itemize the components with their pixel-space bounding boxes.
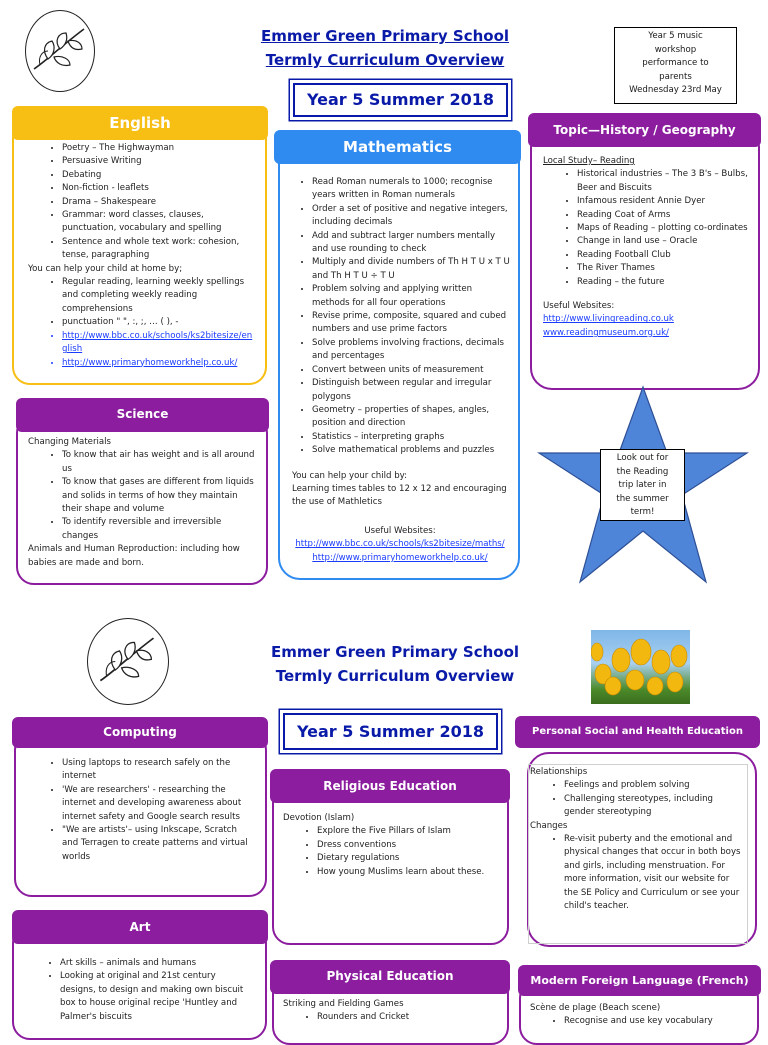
art-title: Art <box>129 920 151 934</box>
topic-content <box>543 155 753 340</box>
pshe-intro: Relationships <box>530 767 588 777</box>
topic-websites-label: Useful Websites: <box>543 301 615 312</box>
list-item: • The River Thames <box>577 262 753 275</box>
maths-title: Mathematics <box>343 138 452 156</box>
list-item: • Re-visit puberty and the emotional and physical changes that occur in both boys and girls, including menstruation. For more information, visit our website for the SE Policy and Curriculum or see your child's teacher. <box>564 833 745 913</box>
tulip-photo <box>591 630 690 704</box>
overview-title: Termly Curriculum Overview <box>275 667 515 685</box>
list-item: • Poetry – The Highwayman <box>62 142 256 155</box>
maths-content <box>278 176 510 510</box>
list-item: • Order a set of positive and negative integers, including decimals <box>312 203 510 230</box>
science-outro: Animals and Human Reproduction: including how babies are made and born. <box>28 544 240 568</box>
pe-intro: Striking and Fielding Games <box>283 999 404 1009</box>
list-item: • Regular reading, learning weekly spellings and completing weekly reading comprehensions <box>62 276 256 316</box>
list-item: • Historical industries – The 3 B's – Bulbs, Beer and Biscuits <box>577 168 753 195</box>
mfl-title: Modern Foreign Language (French) <box>530 974 749 987</box>
computing-title: Computing <box>103 725 177 739</box>
maths-header <box>274 130 521 164</box>
year-title: Year 5 Summer 2018 <box>306 90 495 109</box>
topic-title: Topic—History / Geography <box>553 123 736 137</box>
year-title: Year 5 Summer 2018 <box>296 722 485 741</box>
list-item: • Infamous resident Annie Dyer <box>577 195 753 208</box>
list-item: • Feelings and problem solving <box>564 779 745 792</box>
list-item: • Revise prime, composite, squared and cubed numbers and use prime factors <box>312 310 510 337</box>
re-content <box>283 812 503 879</box>
list-item: • Convert between units of measurement <box>312 364 510 377</box>
list-item: • Recognise and use key vocabulary <box>564 1015 755 1028</box>
list-item: • Maps of Reading – plotting co-ordinates <box>577 222 753 235</box>
list-item: • Reading – the future <box>577 276 753 289</box>
re-header <box>270 769 510 803</box>
list-item: • To know that gases are different from liquids and solids in terms of how they maintain their shape and volume <box>62 476 258 516</box>
topic-intro: Local Study– Reading <box>543 156 635 166</box>
list-item: • Solve problems involving fractions, decimals and percentages <box>312 337 510 364</box>
art-content <box>26 957 252 1024</box>
maths-help-1: You can help your child by: <box>292 470 408 481</box>
list-item: • Add and subtract larger numbers mentally and use rounding to check <box>312 230 510 257</box>
list-item: • Solve mathematical problems and puzzles <box>312 444 510 457</box>
list-item: • Change in land use – Oracle <box>577 235 753 248</box>
list-item: • Statistics – interpreting graphs <box>312 431 510 444</box>
list-item: • Rounders and Cricket <box>317 1011 503 1024</box>
mfl-intro: Scène de plage (Beach scene) <box>530 1003 661 1013</box>
english-link[interactable]: • http://www.bbc.co.uk/schools/ks2bitesize/english <box>62 330 256 357</box>
pe-header <box>270 960 510 994</box>
leaf-branch-icon <box>26 11 94 91</box>
star-note-box: Look out for the Reading trip later in the summer term! <box>600 449 685 521</box>
list-item: • Challenging stereotypes, including gender stereotyping <box>564 793 745 820</box>
list-item: • Multiply and divide numbers of Th H T U x T U and Th H T U ÷ T U <box>312 256 510 283</box>
list-item: • 'We are researchers' - researching the internet and developing awareness about internet safety and Google search results <box>62 784 252 824</box>
overview-title: Termly Curriculum Overview <box>265 51 505 69</box>
list-item: • Dietary regulations <box>317 852 503 865</box>
topic-header <box>528 113 761 147</box>
list-item: • Read Roman numerals to 1000; recognise years written in Roman numerals <box>312 176 510 203</box>
maths-help-2: Learning times tables to 12 x 12 and encouraging the use of Mathletics <box>292 483 507 508</box>
maths-websites-label: Useful Websites: <box>364 526 436 536</box>
year-title-box <box>293 83 508 117</box>
list-item: • To identify reversible and irreversible changes <box>62 516 258 543</box>
tulips-icon <box>591 630 690 704</box>
list-item: • Problem solving and applying written methods for all four operations <box>312 283 510 310</box>
mfl-header <box>518 965 761 996</box>
list-item: • Looking at original and 21st century designs, to design and making own biscuit box to house original recipe 'Huntley and Palmer's biscuits <box>60 970 252 1024</box>
science-content <box>28 436 258 570</box>
computing-header <box>12 717 268 748</box>
pshe-intro-2: Changes <box>530 820 568 831</box>
maths-link[interactable]: http://www.bbc.co.uk/schools/ks2bitesize/maths/ <box>295 539 505 550</box>
pe-title: Physical Education <box>326 969 454 983</box>
science-header <box>16 398 269 432</box>
re-intro: Devotion (Islam) <box>283 813 355 823</box>
list-item: • Debating <box>62 169 256 182</box>
art-header <box>12 910 268 944</box>
maths-websites <box>284 525 516 565</box>
science-intro: Changing Materials <box>28 437 112 447</box>
pshe-content <box>530 766 745 913</box>
list-item: • Non-fiction - leaflets <box>62 182 256 195</box>
computing-content <box>28 757 252 864</box>
list-item: • Art skills – animals and humans <box>60 957 252 970</box>
list-item: • Using laptops to research safely on the internet <box>62 757 252 784</box>
english-link[interactable]: • http://www.primaryhomeworkhelp.co.uk/ <box>62 357 256 370</box>
mfl-content <box>530 1002 755 1029</box>
english-help-intro: You can help your child at home by; <box>28 263 183 274</box>
list-item: • Explore the Five Pillars of Islam <box>317 825 503 838</box>
topic-link[interactable]: http://www.livingreading.co.uk <box>543 314 674 325</box>
list-item: • "We are artists'– using Inkscape, Scratch and Terragen to create patterns and virtual worlds <box>62 824 252 864</box>
english-content <box>28 142 256 370</box>
topic-link[interactable]: www.readingmuseum.org.uk/ <box>543 327 669 338</box>
list-item: • Reading Football Club <box>577 249 753 262</box>
english-title: English <box>109 114 171 132</box>
school-name: Emmer Green Primary School <box>270 643 520 661</box>
pshe-title: Personal Social and Health Education <box>532 726 743 737</box>
list-item: • Reading Coat of Arms <box>577 209 753 222</box>
list-item: • Persuasive Writing <box>62 155 256 168</box>
list-item: • Drama – Shakespeare <box>62 196 256 209</box>
re-title: Religious Education <box>323 779 457 793</box>
year-title-box <box>283 713 498 750</box>
pe-content <box>283 998 503 1025</box>
maths-link[interactable]: http://www.primaryhomeworkhelp.co.uk/ <box>312 552 488 563</box>
list-item: • Sentence and whole text work: cohesion, tense, paragraphing <box>62 236 256 263</box>
list-item: • How young Muslims learn about these. <box>317 866 503 879</box>
leaf-branch-icon <box>88 619 168 704</box>
english-header <box>12 106 268 140</box>
list-item: • Dress conventions <box>317 839 503 852</box>
list-item: • punctuation " ", :, ;, … ( ), - <box>62 316 256 329</box>
science-title: Science <box>116 407 169 421</box>
pshe-header <box>515 716 760 748</box>
school-logo <box>87 618 169 705</box>
school-logo <box>25 10 95 92</box>
school-name: Emmer Green Primary School <box>260 27 510 45</box>
list-item: • Distinguish between regular and irregular polygons <box>312 377 510 404</box>
list-item: • To know that air has weight and is all around us <box>62 449 258 476</box>
music-note-box: Year 5 music workshop performance to parents Wednesday 23rd May <box>614 27 737 104</box>
list-item: • Geometry – properties of shapes, angles, position and direction <box>312 404 510 431</box>
list-item: • Grammar: word classes, clauses, punctuation, vocabulary and spelling <box>62 209 256 236</box>
